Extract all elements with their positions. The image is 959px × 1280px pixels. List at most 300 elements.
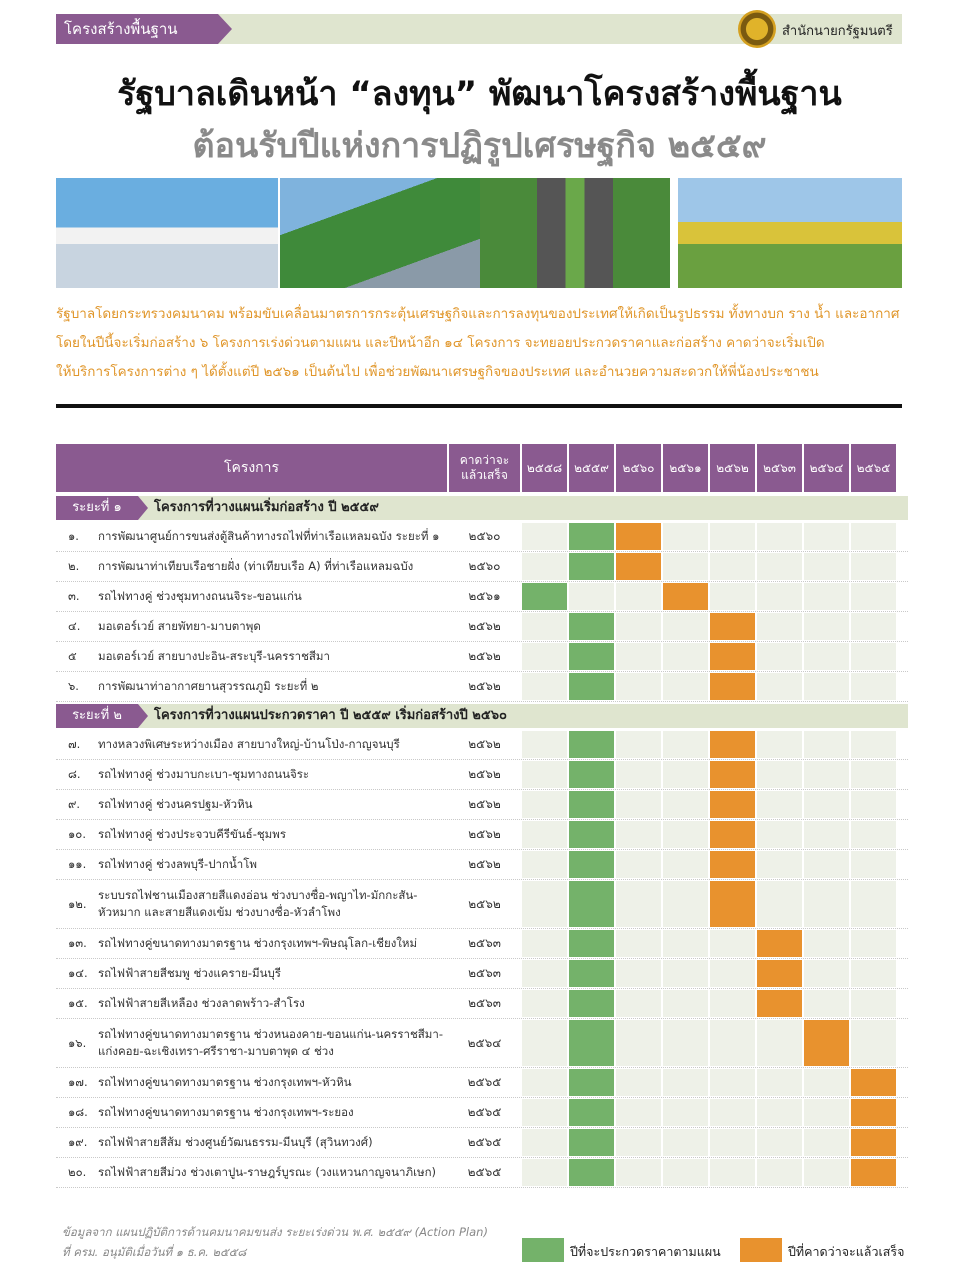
section-title: โครงการที่วางแผนประกวดราคา ปี ๒๕๕๙ เริ่มก่อสร้างปี ๒๕๖๐ xyxy=(154,708,507,723)
timeline-cell xyxy=(522,731,567,758)
project-name: การพัฒนาศูนย์การขนส่งตู้สินค้าทางรถไฟที่ท่าเรือแหลมฉบัง ระยะที่ ๑ xyxy=(98,529,440,543)
timeline-cell xyxy=(522,673,567,700)
page-title: รัฐบาลเดินหน้า “ลงทุน” พัฒนาโครงสร้างพื้นฐาน xyxy=(117,74,842,114)
completion-year-cell xyxy=(851,1069,896,1096)
timeline-cell xyxy=(616,673,661,700)
timeline-cell xyxy=(616,881,661,927)
timeline-cell xyxy=(616,1099,661,1126)
expected-year: ๒๕๖๕ xyxy=(467,1165,502,1179)
table-header xyxy=(56,444,908,492)
timeline-cell xyxy=(804,930,849,957)
timeline-cell xyxy=(757,761,802,788)
header-year: ๒๕๖๒ xyxy=(710,444,755,492)
timeline-cell xyxy=(757,1129,802,1156)
photo-sky-train-station xyxy=(678,178,902,288)
bid-year-cell xyxy=(569,553,614,580)
project-number: ๑๗. xyxy=(68,1075,88,1089)
header-year: ๒๕๖๐ xyxy=(616,444,661,492)
office-name: สำนักนายกรัฐมนตรี xyxy=(782,24,893,39)
expected-year: ๒๕๖๒ xyxy=(468,827,501,841)
project-name-cell xyxy=(68,1158,448,1187)
timeline-cell xyxy=(663,1159,708,1186)
table-row xyxy=(56,820,908,849)
project-number: ๑๓. xyxy=(68,936,87,950)
timeline-cell xyxy=(804,761,849,788)
table-row xyxy=(56,989,908,1018)
government-seal-icon xyxy=(738,10,776,48)
timeline-cell xyxy=(522,960,567,987)
timeline-cell xyxy=(851,960,896,987)
timeline-cell xyxy=(616,990,661,1017)
timeline-cell xyxy=(710,930,755,957)
timeline-cell xyxy=(804,1159,849,1186)
expected-year: ๒๕๖๑ xyxy=(468,589,501,603)
timeline-cell xyxy=(663,613,708,640)
timeline-cell xyxy=(851,583,896,610)
timeline-cell xyxy=(616,1020,661,1066)
project-number: ๑๔. xyxy=(68,966,88,980)
timeline-cell xyxy=(616,761,661,788)
completion-year-cell xyxy=(710,673,755,700)
bid-year-cell xyxy=(569,761,614,788)
timeline-cell xyxy=(616,1129,661,1156)
project-name-cell xyxy=(68,1068,448,1097)
timeline-cell xyxy=(804,553,849,580)
timeline-cell xyxy=(757,851,802,878)
timeline-cell xyxy=(663,1069,708,1096)
project-name: รถไฟฟ้าสายสีส้ม ช่วงศูนย์วัฒนธรรม-มีนบุรี (สุวินทวงศ์) xyxy=(98,1135,373,1149)
project-name: รถไฟฟ้าสายสีม่วง ช่วงเตาปูน-ราษฎร์บูรณะ (วงแหวนกาญจนาภิเษก) xyxy=(98,1165,437,1179)
project-name-cell xyxy=(68,880,448,928)
timeline-cell xyxy=(710,583,755,610)
project-name: การพัฒนาท่าอากาศยานสุวรรณภูมิ ระยะที่ ๒ xyxy=(98,679,319,693)
timeline-cell xyxy=(851,613,896,640)
timeline-cell xyxy=(757,1099,802,1126)
timeline-cell xyxy=(522,1099,567,1126)
bid-year-cell xyxy=(569,1020,614,1066)
legend-bid-swatch xyxy=(522,1238,564,1262)
table-row xyxy=(56,1128,908,1157)
bid-year-cell xyxy=(569,930,614,957)
completion-year-cell xyxy=(710,851,755,878)
timeline-cell xyxy=(663,673,708,700)
project-number: ๖. xyxy=(68,679,79,693)
project-name: รถไฟทางคู่ ช่วงลพบุรี-ปากน้ำโพ xyxy=(98,857,257,871)
intro-line: โดยในปีนี้จะเริ่มก่อสร้าง ๖ โครงการเร่งด่วนตามแผน และปีหน้าอีก ๑๔ โครงการ จะทยอยประกวดราคาและก่อสร้าง คาดว่าจะเริ่มเปิด xyxy=(56,335,825,351)
project-number: ๑๙. xyxy=(68,1135,88,1149)
expected-year: ๒๕๖๒ xyxy=(468,857,501,871)
table-row xyxy=(56,790,908,819)
bid-year-cell xyxy=(569,960,614,987)
completion-year-cell xyxy=(710,821,755,848)
project-number: ๕ xyxy=(68,649,77,663)
timeline-cell xyxy=(663,821,708,848)
table-row xyxy=(56,612,908,641)
timeline-cell xyxy=(710,990,755,1017)
row-divider xyxy=(56,1187,908,1189)
project-number: ๒๐. xyxy=(68,1165,87,1179)
timeline-cell xyxy=(804,613,849,640)
timeline-cell xyxy=(616,1159,661,1186)
timeline-cell xyxy=(804,881,849,927)
expected-year: ๒๕๖๓ xyxy=(468,996,501,1010)
timeline-cell xyxy=(757,673,802,700)
photo-tollway xyxy=(56,178,278,288)
completion-year-cell xyxy=(616,523,661,550)
timeline-cell xyxy=(663,851,708,878)
project-number: ๓. xyxy=(68,589,80,603)
project-number: ๑๑. xyxy=(68,857,87,871)
legend-done-label: ปีที่คาดว่าจะแล้วเสร็จ xyxy=(788,1244,905,1259)
table-row xyxy=(56,959,908,988)
timeline-cell xyxy=(663,553,708,580)
project-name-cell xyxy=(68,959,448,988)
completion-year-cell xyxy=(851,1159,896,1186)
timeline-cell xyxy=(663,643,708,670)
expected-year: ๒๕๖๐ xyxy=(468,559,501,573)
bid-year-cell xyxy=(569,851,614,878)
timeline-cell xyxy=(804,990,849,1017)
project-name-cell xyxy=(68,760,448,789)
timeline-cell xyxy=(710,1129,755,1156)
header-year: ๒๕๖๓ xyxy=(757,444,802,492)
project-number: ๑๘. xyxy=(68,1105,88,1119)
header-expected: คาดว่าจะ แล้วเสร็จ xyxy=(449,444,520,492)
bid-year-cell xyxy=(569,990,614,1017)
timeline-cell xyxy=(663,731,708,758)
project-name: รถไฟทางคู่ขนาดทางมาตรฐาน ช่วงกรุงเทพฯ-หัวหิน xyxy=(98,1075,352,1089)
timeline-cell xyxy=(522,1020,567,1066)
source-line: ที่ ครม. อนุมัติเมื่อวันที่ ๑ ธ.ค. ๒๕๕๘ xyxy=(62,1245,247,1259)
table-row xyxy=(56,850,908,879)
header-year: ๒๕๕๙ xyxy=(569,444,614,492)
project-name-cell xyxy=(68,790,448,819)
completion-year-cell xyxy=(757,960,802,987)
row-divider xyxy=(56,701,908,703)
table-row xyxy=(56,1098,908,1127)
timeline-cell xyxy=(522,643,567,670)
timeline-cell xyxy=(851,553,896,580)
timeline-cell xyxy=(804,960,849,987)
timeline-cell xyxy=(851,821,896,848)
timeline-cell xyxy=(851,1020,896,1066)
legend-bid-label: ปีที่จะประกวดราคาตามแผน xyxy=(570,1244,721,1259)
project-name-cell xyxy=(68,820,448,849)
bid-year-cell xyxy=(569,643,614,670)
timeline-cell xyxy=(757,1020,802,1066)
table-row xyxy=(56,929,908,958)
timeline-cell xyxy=(757,1159,802,1186)
table-row xyxy=(56,552,908,581)
bid-year-cell xyxy=(569,613,614,640)
project-name: มอเตอร์เวย์ สายพัทยา-มาบตาพุด xyxy=(98,619,261,633)
project-name-cell xyxy=(68,672,448,701)
timeline-cell xyxy=(522,791,567,818)
timeline-cell xyxy=(663,1020,708,1066)
timeline-cell xyxy=(804,791,849,818)
timeline-cell xyxy=(851,851,896,878)
timeline-cell xyxy=(616,583,661,610)
timeline-cell xyxy=(757,791,802,818)
completion-year-cell xyxy=(804,1020,849,1066)
project-name: รถไฟฟ้าสายสีชมพู ช่วงแคราย-มีนบุรี xyxy=(98,966,281,980)
timeline-cell xyxy=(804,583,849,610)
timeline-cell xyxy=(851,761,896,788)
timeline-cell xyxy=(522,1069,567,1096)
timeline-cell xyxy=(804,673,849,700)
expected-year: ๒๕๖๒ xyxy=(468,619,501,633)
project-number: ๗. xyxy=(68,737,81,751)
expected-year: ๒๕๖๔ xyxy=(467,1035,502,1050)
project-name: รถไฟทางคู่ ช่วงนครปฐม-หัวหิน xyxy=(98,797,253,811)
expected-year: ๒๕๖๒ xyxy=(468,679,501,693)
project-number: ๑๖. xyxy=(68,1035,87,1050)
timeline-cell xyxy=(616,1069,661,1096)
timeline-cell xyxy=(522,881,567,927)
timeline-cell xyxy=(616,851,661,878)
completion-year-cell xyxy=(710,613,755,640)
project-number: ๔. xyxy=(68,619,81,633)
timeline-cell xyxy=(710,960,755,987)
timeline-cell xyxy=(757,821,802,848)
timeline-cell xyxy=(804,851,849,878)
timeline-cell xyxy=(616,791,661,818)
timeline-cell xyxy=(663,1129,708,1156)
expected-year: ๒๕๖๐ xyxy=(468,529,501,543)
project-name: รถไฟทางคู่ขนาดทางมาตรฐาน ช่วงหนองคาย-ขอนแก่น-นครราชสีมา-แก่งคอย-ฉะเชิงเทรา-ศรีราชา-มาบตาพุด ๔ ช่วง xyxy=(98,1027,443,1058)
completion-year-cell xyxy=(710,791,755,818)
timeline-cell xyxy=(663,523,708,550)
intro-line: รัฐบาลโดยกระทรวงคมนาคม พร้อมขับเคลื่อนมาตรการกระตุ้นเศรษฐกิจและการลงทุนของประเทศให้เกิดเป็นรูปธรรม ทั้งทางบก ราง น้ำ และอากาศ xyxy=(56,306,900,322)
legend-done-swatch xyxy=(740,1238,782,1262)
photo-mountain-road xyxy=(280,178,502,288)
timeline-cell xyxy=(522,851,567,878)
timeline-cell xyxy=(522,761,567,788)
table-row xyxy=(56,1158,908,1187)
project-number: ๘. xyxy=(68,767,81,781)
timeline-cell xyxy=(757,731,802,758)
timeline-cell xyxy=(663,930,708,957)
project-number: ๑๐. xyxy=(68,827,86,841)
table-row xyxy=(56,760,908,789)
project-number: ๙. xyxy=(68,797,81,811)
header-year: ๒๕๖๕ xyxy=(851,444,896,492)
project-name-cell xyxy=(68,850,448,879)
timeline-cell xyxy=(851,731,896,758)
table-row xyxy=(56,522,908,551)
header-year: ๒๕๕๘ xyxy=(522,444,567,492)
timeline-cell xyxy=(710,1020,755,1066)
timeline-cell xyxy=(804,1069,849,1096)
project-name-cell xyxy=(68,1019,448,1067)
table-row xyxy=(56,730,908,759)
project-name: ระบบรถไฟชานเมืองสายสีแดงอ่อน ช่วงบางซื่อ-พญาไท-มักกะสัน-หัวหมาก และสายสีแดงเข้ม ช่วงบางซื่อ-หัวลำโพง xyxy=(98,888,418,919)
bid-year-cell xyxy=(569,1159,614,1186)
completion-year-cell xyxy=(663,583,708,610)
expected-year: ๒๕๖๕ xyxy=(467,1135,502,1149)
timeline-cell xyxy=(804,1129,849,1156)
timeline-cell xyxy=(804,523,849,550)
project-name-cell xyxy=(68,552,448,581)
timeline-cell xyxy=(757,613,802,640)
table-row xyxy=(56,582,908,611)
timeline-cell xyxy=(757,553,802,580)
timeline-cell xyxy=(522,821,567,848)
project-name-cell xyxy=(68,642,448,671)
timeline-cell xyxy=(804,643,849,670)
section-header xyxy=(56,704,908,728)
timeline-cell xyxy=(522,1129,567,1156)
timeline-cell xyxy=(663,881,708,927)
project-name-cell xyxy=(68,522,448,551)
completion-year-cell xyxy=(851,1129,896,1156)
bid-year-cell xyxy=(569,1129,614,1156)
completion-year-cell xyxy=(710,731,755,758)
timeline-cell xyxy=(663,761,708,788)
timeline-cell xyxy=(522,523,567,550)
project-name-cell xyxy=(68,1128,448,1157)
timeline-cell xyxy=(757,523,802,550)
timeline-cell xyxy=(663,1099,708,1126)
project-name: มอเตอร์เวย์ สายบางปะอิน-สระบุรี-นครราชสีมา xyxy=(98,649,330,663)
table-row xyxy=(56,672,908,701)
timeline-cell xyxy=(569,583,614,610)
bid-year-cell xyxy=(569,881,614,927)
project-name: การพัฒนาท่าเทียบเรือชายฝั่ง (ท่าเทียบเรือ A) ที่ท่าเรือแหลมฉบัง xyxy=(98,559,414,573)
expected-year: ๒๕๖๕ xyxy=(467,1105,502,1119)
timeline-cell xyxy=(757,1069,802,1096)
bid-year-cell xyxy=(569,1069,614,1096)
project-name-cell xyxy=(68,582,448,611)
timeline-cell xyxy=(851,643,896,670)
timeline-cell xyxy=(522,553,567,580)
timeline-cell xyxy=(710,1069,755,1096)
project-name: รถไฟทางคู่ ช่วงประจวบคีรีขันธ์-ชุมพร xyxy=(98,827,286,841)
source-line: ข้อมูลจาก แผนปฏิบัติการด้านคมนาคมขนส่ง ระยะเร่งด่วน พ.ศ. ๒๕๕๙ (Action Plan) xyxy=(62,1225,488,1239)
project-number: ๑๕. xyxy=(68,996,88,1010)
header-year: ๒๕๖๔ xyxy=(804,444,849,492)
timeline-cell xyxy=(616,960,661,987)
timeline-cell xyxy=(804,1099,849,1126)
section-title: โครงการที่วางแผนเริ่มก่อสร้าง ปี ๒๕๕๙ xyxy=(154,500,379,515)
expected-year: ๒๕๖๒ xyxy=(468,797,501,811)
bid-year-cell xyxy=(569,673,614,700)
section-header xyxy=(56,496,908,520)
completion-year-cell xyxy=(757,990,802,1017)
timeline-cell xyxy=(663,990,708,1017)
expected-year: ๒๕๖๕ xyxy=(467,1075,502,1089)
timeline-cell xyxy=(757,583,802,610)
timeline-cell xyxy=(804,731,849,758)
timeline-cell xyxy=(616,643,661,670)
project-name: รถไฟทางคู่ขนาดทางมาตรฐาน ช่วงกรุงเทพฯ-ระยอง xyxy=(98,1105,354,1119)
project-number: ๒. xyxy=(68,559,80,573)
project-name-cell xyxy=(68,989,448,1018)
timeline-cell xyxy=(757,643,802,670)
completion-year-cell xyxy=(710,761,755,788)
timeline-cell xyxy=(710,553,755,580)
bid-year-cell xyxy=(569,731,614,758)
expected-year: ๒๕๖๒ xyxy=(468,649,501,663)
project-name: รถไฟฟ้าสายสีเหลือง ช่วงลาดพร้าว-สำโรง xyxy=(98,996,305,1010)
photo-highway xyxy=(480,178,670,288)
timeline-cell xyxy=(851,881,896,927)
expected-year: ๒๕๖๒ xyxy=(468,767,501,781)
section-badge: ระยะที่ ๑ xyxy=(56,496,138,520)
timeline-cell xyxy=(851,523,896,550)
divider xyxy=(56,404,902,408)
table-row xyxy=(56,1068,908,1097)
page-subtitle: ต้อนรับปีแห่งการปฏิรูปเศรษฐกิจ ๒๕๕๙ xyxy=(192,126,767,166)
timeline-cell xyxy=(851,673,896,700)
header-project: โครงการ xyxy=(56,444,447,492)
completion-year-cell xyxy=(757,930,802,957)
project-name: รถไฟทางคู่ ช่วงมาบกะเบา-ชุมทางถนนจิระ xyxy=(98,767,310,781)
timeline-cell xyxy=(804,821,849,848)
completion-year-cell xyxy=(851,1099,896,1126)
project-name: รถไฟทางคู่ขนาดทางมาตรฐาน ช่วงกรุงเทพฯ-พิษณุโลก-เชียงใหม่ xyxy=(98,936,418,950)
timeline-cell xyxy=(663,791,708,818)
intro-line: ให้บริการโครงการต่าง ๆ ได้ตั้งแต่ปี ๒๕๖๑ เป็นต้นไป เพื่อช่วยพัฒนาเศรษฐกิจของประเทศ และอำนวยความสะดวกให้พี่น้องประชาชน xyxy=(56,364,819,380)
completion-year-cell xyxy=(710,643,755,670)
header-year: ๒๕๖๑ xyxy=(663,444,708,492)
project-name-cell xyxy=(68,730,448,759)
project-name: ทางหลวงพิเศษระหว่างเมือง สายบางใหญ่-บ้านโป่ง-กาญจนบุรี xyxy=(98,737,400,751)
project-number: ๑. xyxy=(68,529,79,543)
source-note xyxy=(62,1222,488,1262)
project-name-cell xyxy=(68,612,448,641)
timeline-cell xyxy=(851,990,896,1017)
bid-year-cell xyxy=(569,821,614,848)
completion-year-cell xyxy=(616,553,661,580)
timeline-cell xyxy=(710,1099,755,1126)
timeline-cell xyxy=(522,990,567,1017)
bid-year-cell xyxy=(569,523,614,550)
timeline-cell xyxy=(663,960,708,987)
category-tag: โครงสร้างพื้นฐาน xyxy=(56,14,218,44)
timeline-cell xyxy=(851,930,896,957)
timeline-cell xyxy=(616,930,661,957)
timeline-cell xyxy=(522,930,567,957)
completion-year-cell xyxy=(710,881,755,927)
project-name-cell xyxy=(68,929,448,958)
timeline-cell xyxy=(522,613,567,640)
expected-year: ๒๕๖๒ xyxy=(468,737,501,751)
table-row xyxy=(56,642,908,671)
expected-year: ๒๕๖๓ xyxy=(468,936,501,950)
timeline-cell xyxy=(851,791,896,818)
bid-year-cell xyxy=(569,791,614,818)
expected-year: ๒๕๖๒ xyxy=(468,896,501,911)
section-badge: ระยะที่ ๒ xyxy=(56,704,138,728)
project-name: รถไฟทางคู่ ช่วงชุมทางถนนจิระ-ขอนแก่น xyxy=(98,589,302,603)
bid-year-cell xyxy=(569,1099,614,1126)
timeline-cell xyxy=(757,881,802,927)
timeline-cell xyxy=(522,1159,567,1186)
timeline-cell xyxy=(616,821,661,848)
bid-year-cell xyxy=(522,583,567,610)
project-name-cell xyxy=(68,1098,448,1127)
expected-year: ๒๕๖๓ xyxy=(468,966,501,980)
intro-text xyxy=(56,300,906,387)
timeline-cell xyxy=(616,731,661,758)
project-number: ๑๒. xyxy=(68,896,87,911)
timeline-cell xyxy=(710,1159,755,1186)
timeline-cell xyxy=(616,613,661,640)
table-row xyxy=(56,880,908,928)
timeline-cell xyxy=(710,523,755,550)
table-row xyxy=(56,1019,908,1067)
